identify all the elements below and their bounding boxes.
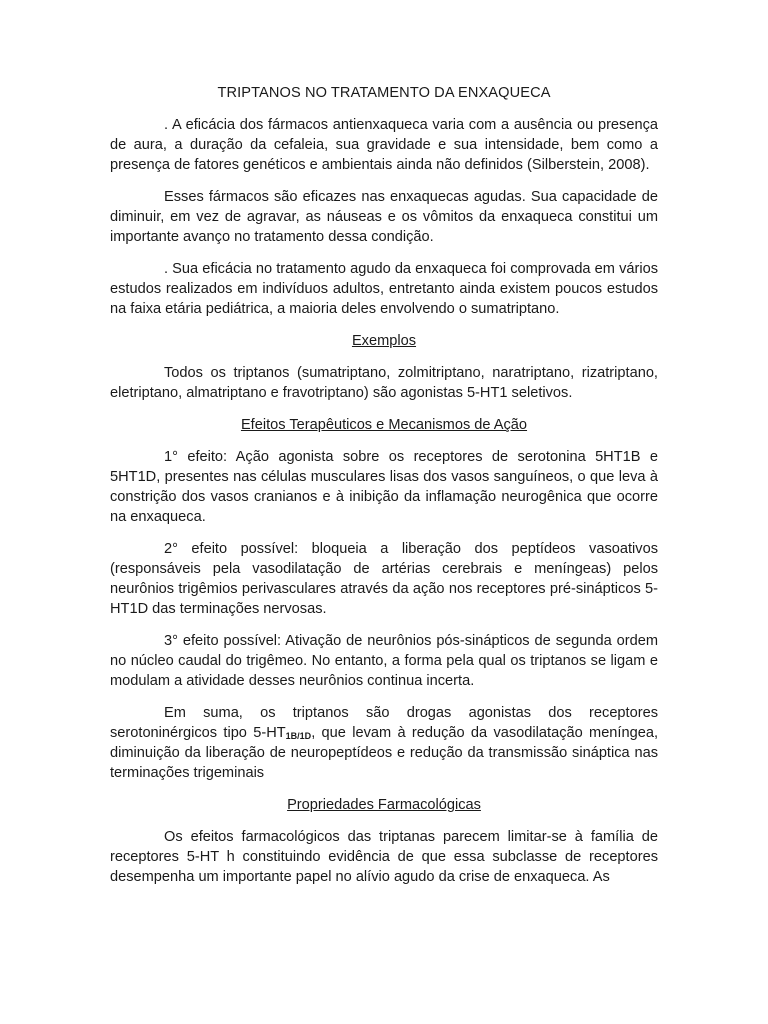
summary-subscript: 1B/1D xyxy=(285,731,312,741)
summary-text-before: Em suma, os triptanos são drogas agonistas dos receptores serotoninérgicos tipo 5-HT xyxy=(110,705,658,741)
intro-paragraph-2: Esses fármacos são eficazes nas enxaquecas agudas. Sua capacidade de diminuir, em vez de agravar, as náuseas e os vômitos da enxaqueca constitui um importante avanço no tratamento dessa condição. xyxy=(110,189,658,245)
heading-examples: Exemplos xyxy=(351,333,417,349)
heading-effects: Efeitos Terapêuticos e Mecanismos de Ação xyxy=(240,417,528,433)
heading-properties: Propriedades Farmacológicas xyxy=(287,797,481,813)
examples-paragraph: Todos os triptanos (sumatriptano, zolmitriptano, naratriptano, rizatriptano, eletriptano, almatriptano e fravotriptano) são agonistas 5-HT1 seletivos. xyxy=(110,365,658,401)
document-body xyxy=(110,83,658,899)
document-title: TRIPTANOS NO TRATAMENTO DA ENXAQUECA xyxy=(217,85,551,101)
effect-paragraph-3: 3° efeito possível: Ativação de neurônios pós-sinápticos de segunda ordem no núcleo caudal do trigêmeo. No entanto, a forma pela qual os triptanos se ligam e modulam a atividade desses neurônios continua incerta. xyxy=(110,633,658,689)
intro-paragraph-3: . Sua eficácia no tratamento agudo da enxaqueca foi comprovada em vários estudos realizados em indivíduos adultos, entretanto ainda existem poucos estudos na faixa etária pediátrica, a maioria deles envolvendo o sumatriptano. xyxy=(110,261,658,317)
effect-paragraph-1: 1° efeito: Ação agonista sobre os receptores de serotonina 5HT1B e 5HT1D, presentes nas células musculares lisas dos vasos sanguíneos, o que leva à constrição dos vasos cranianos e à inibição da inflamação neurogênica que ocorre na enxaqueca. xyxy=(110,449,658,525)
summary-text-after: , que levam à redução da vasodilatação meníngea, diminuição da liberação de neuropeptídeos e redução da transmissão sináptica nas terminações trigeminais xyxy=(110,725,658,781)
intro-paragraph-1: . A eficácia dos fármacos antienxaqueca varia com a ausência ou presença de aura, a duração da cefaleia, sua gravidade e sua intensidade, bem como a presença de fatores genéticos e ambientais ainda não definidos (Silberstein, 2008). xyxy=(110,117,658,173)
summary-paragraph xyxy=(110,703,658,783)
effect-paragraph-2: 2° efeito possível: bloqueia a liberação dos peptídeos vasoativos (responsáveis pela vasodilatação de artérias cerebrais e meníngeas) pelos neurônios trigêmios perivasculares através da ação nos receptores pré-sinápticos 5- HT1D das terminações nervosas. xyxy=(110,541,658,617)
properties-paragraph: Os efeitos farmacológicos das triptanas parecem limitar-se à família de receptores 5-HT h constituindo evidência de que essa subclasse de receptores desempenha um importante papel no alívio agudo da crise de enxaqueca. As xyxy=(110,829,658,885)
